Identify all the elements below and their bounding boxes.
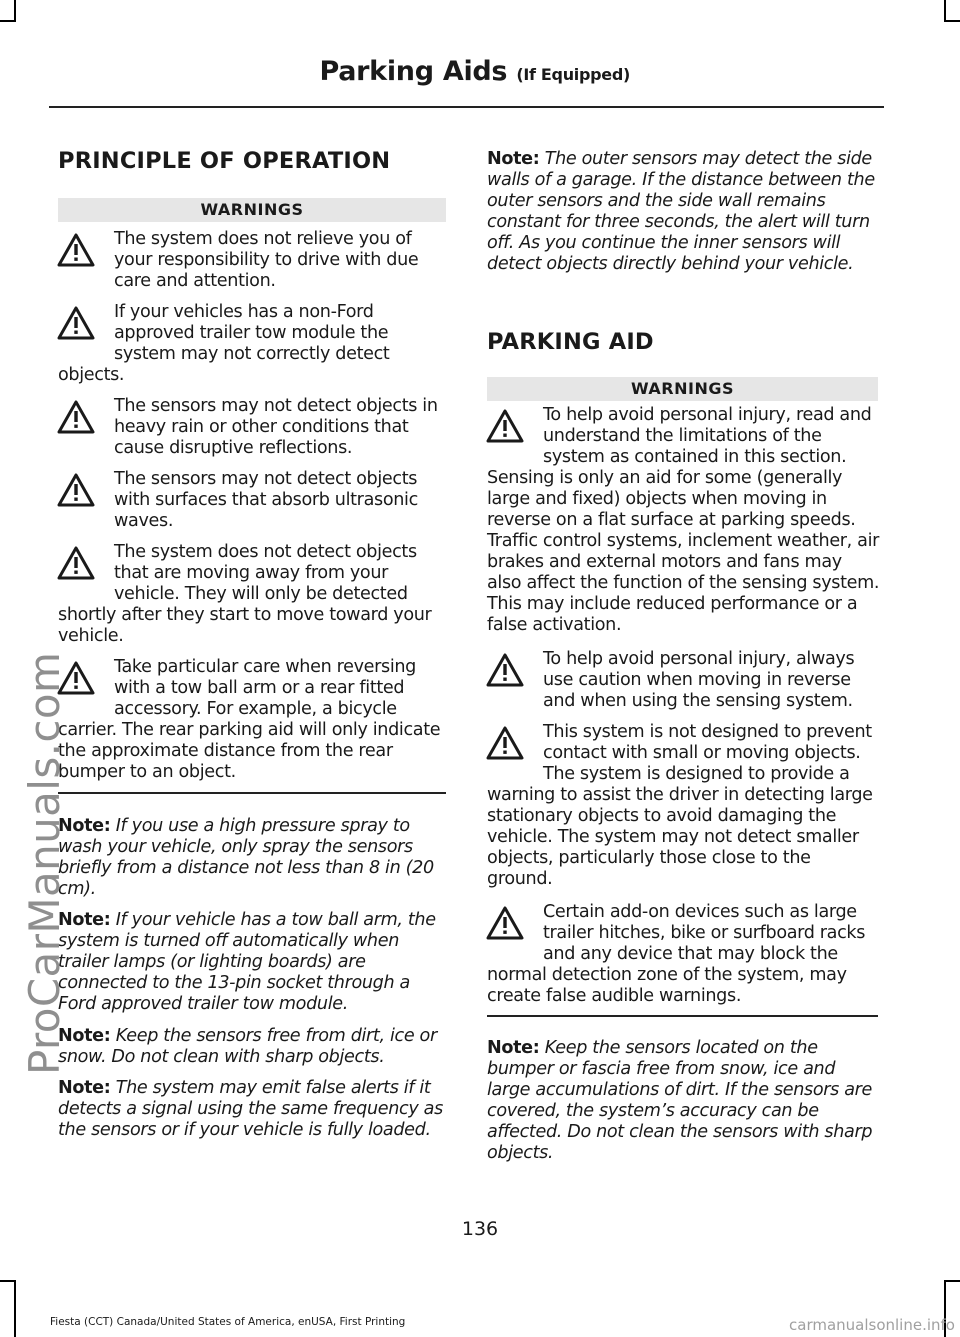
warning-triangle-icon: [486, 653, 524, 687]
warning-text: Take particular care when reversing with a tow ball arm or a rear fitted accessory. For example, a bicycle carrier. The rear parking aid will only indicate the approximate distance from the rear bumper to an object.: [58, 657, 441, 782]
warning-text: The sensors may not detect objects in heavy rain or other conditions that cause disruptive reflections.: [114, 396, 438, 458]
warning-item: [58, 229, 446, 292]
warning-icon-wrap: [487, 722, 543, 784]
warning-text: This system is not designed to prevent contact with small or moving objects. The system is designed to provide a warning to assist the driver in detecting large stationary objects to avoid damaging the vehicle. The system may not detect smaller objects, particularly those close to the ground.: [487, 722, 873, 889]
warning-item: [58, 396, 446, 459]
header-subtitle: (If Equipped): [516, 65, 630, 84]
warning-icon-wrap: [487, 902, 543, 964]
note-label: Note:: [487, 149, 540, 169]
note-label: Note:: [58, 1078, 111, 1098]
warning-item: [58, 302, 446, 386]
note-label: Note:: [58, 1026, 111, 1046]
warning-triangle-icon: [486, 409, 524, 443]
warning-text: Certain add-on devices such as large trailer hitches, bike or surfboard racks and any device that may block the normal detection zone of the system, may create false audible warnings.: [487, 902, 866, 1006]
warning-text: If your vehicles has a non-Ford approved trailer tow module the system may not correctly detect objects.: [58, 302, 390, 385]
warning-icon-wrap: [487, 649, 543, 711]
note: [487, 149, 881, 275]
warning-text: The system does not detect objects that are moving away from your vehicle. They will only be detected shortly after they start to move toward your vehicle.: [58, 542, 432, 646]
warning-item: [58, 657, 446, 783]
warning-icon-wrap: [58, 542, 114, 604]
watermark: ProCarManuals.com: [20, 651, 69, 1075]
watermark-site: carmanualsonline.info: [789, 1316, 955, 1334]
warning-item: [487, 722, 880, 890]
note-text: If you use a high pressure spray to wash your vehicle, only spray the sensors briefly from a distance not less than 8 in (20 cm).: [58, 816, 434, 899]
warning-icon-wrap: [58, 229, 114, 291]
page-number: 136: [461, 1218, 499, 1240]
warning-item: [487, 902, 880, 1007]
note-label: Note:: [487, 1038, 540, 1058]
note-label: Note:: [58, 910, 111, 930]
warning-icon-wrap: [58, 469, 114, 531]
note-text: If your vehicle has a tow ball arm, the system is turned off automatically when trailer lamps (or lighting boards) are connected to the 13-pin socket through a Ford approved trailer tow module.: [58, 910, 436, 1014]
warning-triangle-icon: [57, 473, 95, 507]
crop-mark: [944, 0, 946, 22]
warning-item: [487, 649, 880, 712]
crop-mark: [944, 20, 960, 22]
note-text: Keep the sensors free from dirt, ice or snow. Do not clean with sharp objects.: [58, 1026, 437, 1067]
header-rule: [49, 106, 884, 108]
note-label: Note:: [58, 816, 111, 836]
note-text: The system may emit false alerts if it detects a signal using the same frequency as the sensors or if your vehicle is fully loaded.: [58, 1078, 443, 1140]
warning-icon-wrap: [58, 396, 114, 458]
note: [58, 910, 450, 1015]
warning-item: [487, 405, 880, 636]
section-title: PARKING AID: [487, 329, 654, 355]
crop-mark: [0, 20, 16, 22]
warning-triangle-icon: [57, 306, 95, 340]
crop-mark: [14, 1280, 16, 1337]
warning-triangle-icon: [57, 546, 95, 580]
page-header: [319, 56, 630, 87]
warning-item: [58, 542, 446, 647]
crop-mark: [14, 0, 16, 22]
note: [58, 816, 450, 900]
warnings-header: WARNINGS: [58, 198, 446, 222]
footer-text: Fiesta (CCT) Canada/United States of America, enUSA, First Printing: [50, 1316, 406, 1328]
warning-item: [58, 469, 446, 532]
warning-triangle-icon: [57, 233, 95, 267]
warning-text: The system does not relieve you of your responsibility to drive with due care and attention.: [114, 229, 419, 291]
warning-text: The sensors may not detect objects with surfaces that absorb ultrasonic waves.: [114, 469, 418, 531]
warning-icon-wrap: [487, 405, 543, 467]
warning-text: To help avoid personal injury, always use caution when moving in reverse and when using the sensing system.: [543, 649, 855, 711]
warnings-end-rule: [487, 1015, 878, 1017]
section-title: PRINCIPLE OF OPERATION: [58, 148, 391, 174]
crop-mark: [944, 1280, 960, 1282]
warning-triangle-icon: [57, 400, 95, 434]
warnings-end-rule: [58, 792, 446, 794]
warning-icon-wrap: [58, 302, 114, 364]
note: [58, 1078, 450, 1141]
header-title: Parking Aids: [319, 56, 508, 87]
note-text: Keep the sensors located on the bumper or fascia free from snow, ice and large accumulations of dirt. If the sensors are covered, the system’s accuracy can be affected. Do not clean the sensors with sharp objects.: [487, 1038, 873, 1163]
crop-mark: [0, 1280, 16, 1282]
warning-text: To help avoid personal injury, read and understand the limitations of the system as contained in this section. Sensing is only an aid for some (generally large and fixed) objects when moving in reverse on a flat surface at parking speeds. Traffic control systems, inclement weather, air brakes and external motors and fans may also affect the function of the sensing system. This may include reduced performance or a false activation.: [487, 405, 880, 635]
warnings-header: WARNINGS: [487, 377, 878, 401]
note: [58, 1026, 450, 1068]
warning-triangle-icon: [486, 906, 524, 940]
note-text: The outer sensors may detect the side walls of a garage. If the distance between the outer sensors and the side wall remains constant for three seconds, the alert will turn off. As you continue the inner sensors will detect objects directly behind your vehicle.: [487, 149, 875, 274]
warning-triangle-icon: [486, 726, 524, 760]
note: [487, 1038, 881, 1164]
